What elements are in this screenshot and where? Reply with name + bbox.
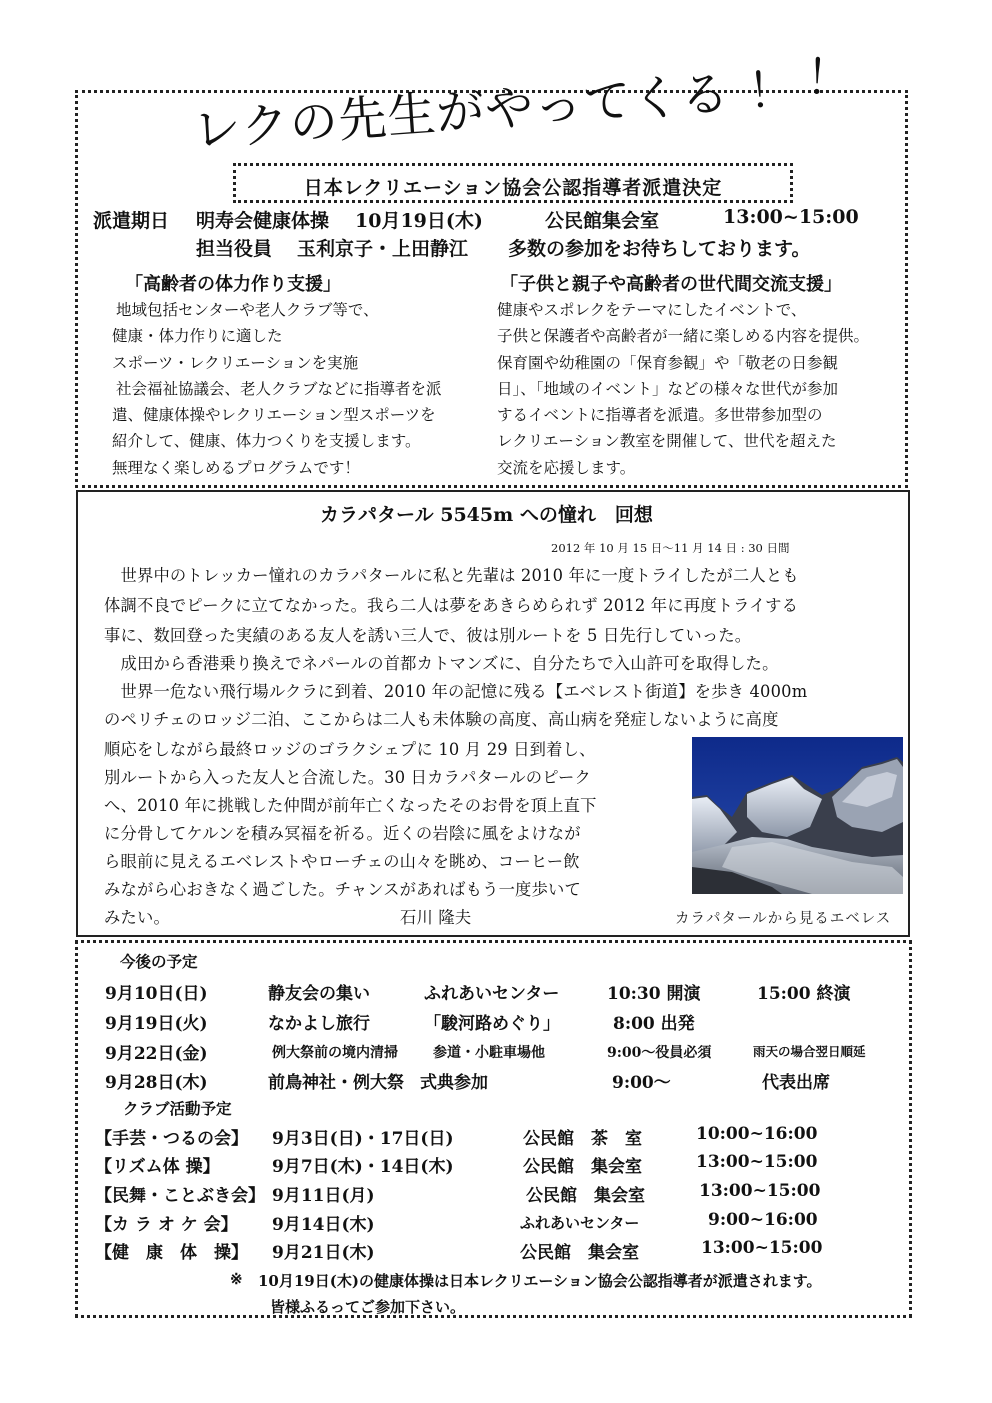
- officers-message: 多数の参加をお待ちしております。: [508, 238, 811, 260]
- left-column-text: [112, 297, 442, 481]
- right-line: するイベントに指導者を派遣。多世帯参加型の: [497, 406, 823, 425]
- article-line: 成田から香港乗り換えでネパールの首都カトマンズに、自分たちで入山許可を取得した。: [104, 654, 779, 673]
- dispatch-time: 13:00~15:00: [723, 206, 859, 228]
- club-place: 公民館 集会室: [526, 1186, 645, 1206]
- club-time: 13:00~15:00: [696, 1152, 818, 1172]
- dispatch-event: 明寿会健康体操: [196, 210, 330, 232]
- article-line: みながら心おきなく過ごした。チャンスがあればもう一度歩いて: [104, 880, 581, 899]
- right-column-text: [497, 297, 869, 481]
- club-heading: クラブ活動予定: [123, 1099, 232, 1118]
- event-time: 9:00～: [612, 1073, 671, 1093]
- event-date: 9月28日(木): [105, 1073, 208, 1093]
- article-line: 体調不良でピークに立てなかった。我ら二人は夢をあきらめられず 2012 年に再度トライする: [104, 596, 799, 615]
- club-time: 13:00~15:00: [701, 1238, 823, 1258]
- club-time: 10:00~16:00: [696, 1124, 818, 1144]
- schedule-heading: 今後の予定: [120, 952, 198, 971]
- left-line: 健康・体力作りに適した: [112, 327, 283, 346]
- left-line: 社会福祉協議会、老人クラブなどに指導者を派: [116, 379, 442, 398]
- club-time: 9:00~16:00: [708, 1210, 818, 1230]
- article-date-range: 2012 年 10 月 15 日～11 月 14 日 : 30 日間: [551, 541, 790, 555]
- article-line: ら眼前に見えるエベレストやローチェの山々を眺め、コーヒー飲: [104, 852, 580, 871]
- article-line: のペリチェのロッジ二泊、ここからは二人も未体験の高度、高山病を発症しないように高度: [104, 710, 779, 729]
- club-dates: 9月3日(日)・17日(日): [272, 1129, 454, 1149]
- club-place: ふれあいセンター: [520, 1214, 640, 1232]
- event-name: 前鳥神社・例大祭: [268, 1073, 404, 1093]
- article-line: に分骨してケルンを積み冥福を祈る。近くの岩陰に風をよけなが: [104, 824, 581, 843]
- article-line: 世界中のトレッカー憧れのカラパタールに私と先輩は 2010 年に一度トライしたが二人とも: [104, 566, 799, 585]
- right-line: 子供と保護者や高齢者が一緒に楽しめる内容を提供。: [497, 327, 870, 346]
- event-name: 例大祭前の境内清掃: [272, 1045, 398, 1061]
- article-line: 別ルートから入った友人と合流した。30 日カラパタールのピーク: [104, 768, 591, 787]
- club-dates: 9月21日(木): [272, 1243, 375, 1263]
- event-date: 9月10日(日): [105, 984, 208, 1004]
- club-name: 【リズム体 操】: [95, 1157, 220, 1177]
- event-date: 9月19日(火): [105, 1014, 208, 1034]
- article-line: 世界一危ない飛行場ルクラに到着、2010 年の記憶に残る【エベレスト街道】を歩き 4000m: [104, 682, 808, 701]
- event-date: 9月22日(金): [105, 1044, 208, 1064]
- left-line: スポーツ・レクリエーションを実施: [112, 353, 359, 372]
- event-note: 15:00 終演: [757, 984, 851, 1004]
- left-column-heading: 「高齢者の体力作り支援」: [125, 274, 341, 295]
- right-line: 健康やスポレクをテーマにしたイベントで、: [497, 301, 807, 319]
- article-line: みたい。: [104, 908, 170, 927]
- article-line: 事に、数回登った実績のある友人を誘い三人で、彼は別ルートを 5 日先行していった。: [104, 626, 752, 645]
- event-time: 9:00～役員必須: [607, 1045, 712, 1061]
- club-name: 【民舞・ことぶき会】: [95, 1186, 265, 1206]
- officers-label: 担当役員: [196, 238, 273, 260]
- club-name: 【健 康 体 操】: [95, 1243, 248, 1263]
- right-line: レクリエーション教室を開催して、世代を超えた: [497, 432, 837, 451]
- left-line: 遣、健康体操やレクリエーション型スポーツを: [112, 406, 436, 425]
- note-mark: ※: [230, 1270, 243, 1288]
- right-line: 日」、「地域のイベント」などの様々な世代が参加: [497, 379, 839, 398]
- club-name: 【カ ラ オ ケ 会】: [95, 1215, 238, 1235]
- left-line: 無理なく楽しめるプログラムです！: [112, 458, 360, 477]
- right-column-heading: 「子供と親子や高齢者の世代間交流支援」: [500, 274, 842, 295]
- left-line: 地域包括センターや老人クラブ等で、: [116, 301, 379, 319]
- exclamation-1: ！: [745, 60, 799, 121]
- note-line-2: 皆様ふるってご参加下さい。: [270, 1298, 466, 1316]
- club-place: 公民館 茶 室: [523, 1129, 642, 1149]
- main-title-text: レクの先生がやってくる: [190, 65, 732, 160]
- right-line: 保育園や幼稚園の「保育参観」や「敬老の日参観: [497, 353, 839, 372]
- event-note: 雨天の場合翌日順延: [753, 1044, 866, 1059]
- event-time: 10:30 開演: [607, 984, 701, 1004]
- club-dates: 9月7日(木)・14日(木): [272, 1157, 454, 1177]
- event-place: ふれあいセンター: [424, 984, 560, 1004]
- club-dates: 9月11日(月): [272, 1186, 375, 1206]
- dispatch-label: 派遣期日: [93, 210, 170, 232]
- article-author: 石川 隆夫: [400, 908, 472, 927]
- mountain-image: [692, 737, 903, 894]
- left-line: 紹介して、健康、体力つくりを支援します。: [112, 432, 421, 451]
- article-line: へ、2010 年に挑戦した仲間が前年亡くなったそのお骨を頂上直下: [104, 796, 597, 815]
- photo-caption: カラパタールから見るエベレス: [675, 911, 892, 927]
- dispatch-venue: 公民館集会室: [545, 210, 660, 232]
- officers-names: 玉利京子・上田静江: [297, 238, 469, 260]
- right-line: 交流を応援します。: [497, 458, 636, 477]
- note-line-1: 10月19日(木)の健康体操は日本レクリエーション協会公認指導者が派遣されます。: [258, 1272, 822, 1290]
- exclamation-2: ！: [804, 49, 856, 108]
- article-title: カラパタール 5545m への憧れ 回想: [320, 504, 653, 526]
- subtitle-box: [233, 163, 793, 203]
- article-line: 順応をしながら最終ロッジのゴラクシェプに 10 月 29 日到着し、: [104, 740, 596, 759]
- club-dates: 9月14日(木): [272, 1215, 375, 1235]
- event-place: 参道・小駐車場他: [433, 1045, 545, 1061]
- subtitle: 日本レクリエーション協会公認指導者派遣決定: [303, 177, 723, 199]
- club-time: 13:00~15:00: [699, 1181, 821, 1201]
- event-place: 「駿河路めぐり」: [424, 1014, 560, 1034]
- event-note: 代表出席: [762, 1073, 830, 1093]
- dispatch-date: 10月19日(木): [355, 210, 483, 232]
- club-place: 公民館 集会室: [520, 1243, 639, 1263]
- club-place: 公民館 集会室: [523, 1157, 642, 1177]
- everest-photo: [692, 737, 903, 894]
- event-time: 8:00 出発: [613, 1014, 695, 1034]
- event-place: 式典参加: [420, 1073, 488, 1093]
- event-name: 静友会の集い: [268, 984, 370, 1004]
- club-name: 【手芸・つるの会】: [95, 1129, 248, 1149]
- event-name: なかよし旅行: [268, 1014, 370, 1034]
